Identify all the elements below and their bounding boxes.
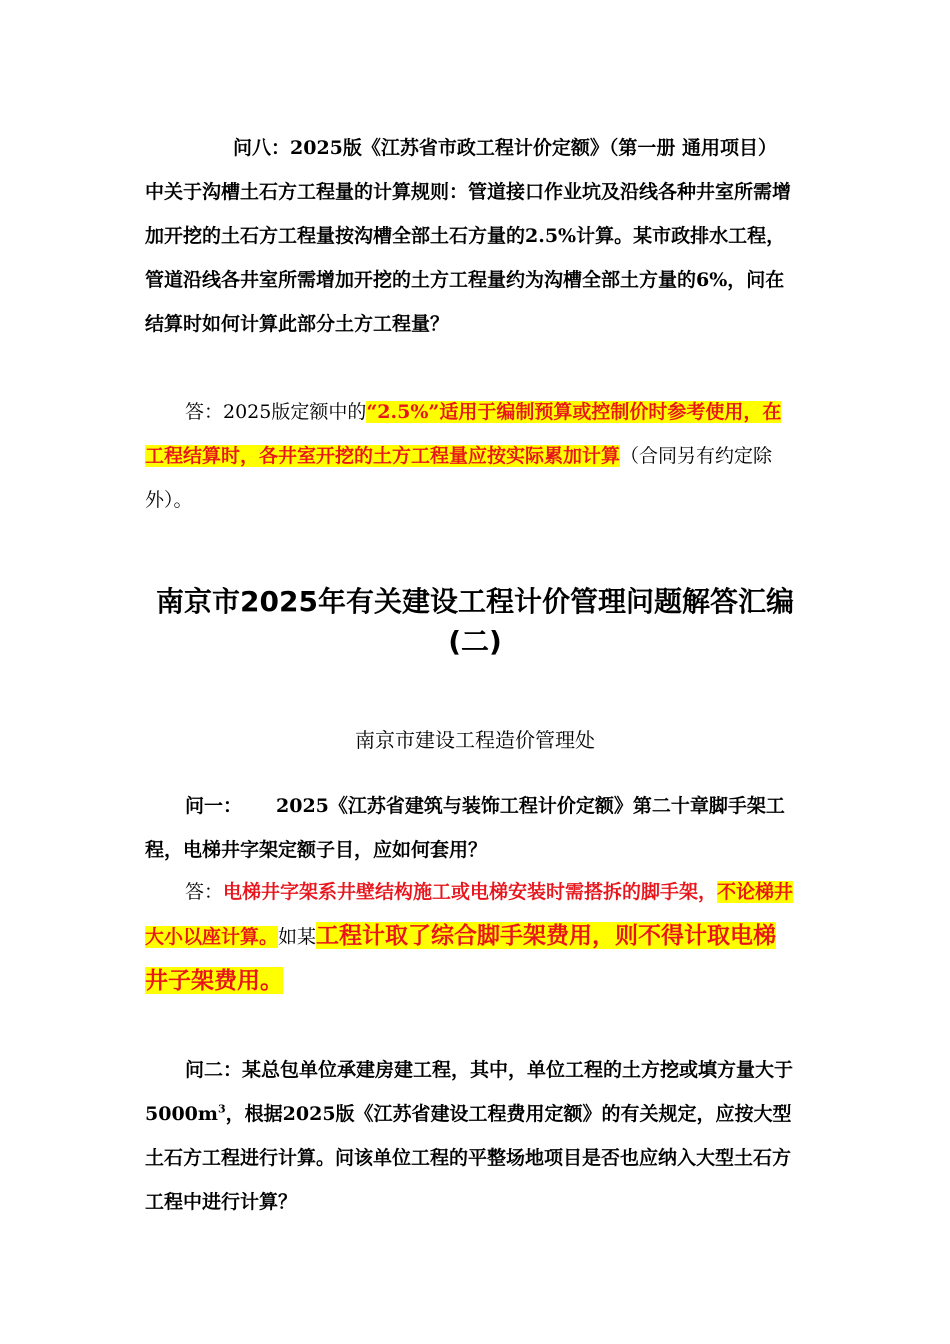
q2-question-a: 问二：某总包单位承建房建工程，其中，单位工程的土方挖或填方量大于5000m <box>145 1059 794 1125</box>
q8-answer-highlight: “2.5%”适用于编制预算或控制价时参考使用，在工程结算时，各井室开挖的土方工程量应按实际累加计算 <box>145 401 782 467</box>
q8-answer <box>145 390 795 522</box>
q1-answer-red: 电梯井字架系井壁结构施工或电梯安装时需搭拆的脚手架， <box>223 881 718 903</box>
q8-answer-prefix: 答：2025版定额中的 <box>185 401 367 423</box>
q1-question <box>145 784 795 872</box>
q8-question-text: 问八：2025版《江苏省市政工程计价定额》（第一册 通用项目）中关于沟槽土石方工程量的计算规则：管道接口作业坑及沿线各种井室所需增加开挖的土石方工程量按沟槽全部土石方量的2.5%计算。某市政排水工程，管道沿线各井室所需增加开挖的土方工程量约为沟槽全部土方量的6%，问在结算时如何计算此部分土方工程量？ <box>145 137 792 335</box>
q8-answer-suffix: （合同另有约定除外）。 <box>145 445 773 511</box>
q8-question <box>145 126 795 346</box>
q1-answer-mid: 如某 <box>278 926 317 948</box>
issuer-line: 南京市建设工程造价管理处 <box>355 728 595 752</box>
q1-answer-prefix: 答： <box>185 881 224 903</box>
q1-question-text: 2025《江苏省建筑与装饰工程计价定额》第二十章脚手架工程，电梯井字架定额子目，应如何套用？ <box>145 795 785 861</box>
section-title: 南京市2025年有关建设工程计价管理问题解答汇编(二) <box>156 585 794 658</box>
q2-question-b: ，根据2025版《江苏省建设工程费用定额》的有关规定，应按大型土石方工程进行计算。问该单位工程的平整场地项目是否也应纳入大型土石方工程中进行计算？ <box>145 1103 792 1213</box>
q1-answer <box>145 870 795 1004</box>
q2-superscript: 3 <box>218 1102 226 1116</box>
q1-answer-big: 工程计取了综合脚手架费用，则不得计取电梯井子架费用。 <box>145 922 777 994</box>
q2-question <box>145 1048 795 1224</box>
q1-answer-red-highlight: 不论梯井大小以座计算。 <box>145 881 794 948</box>
q1-label: 问一： <box>185 795 243 817</box>
